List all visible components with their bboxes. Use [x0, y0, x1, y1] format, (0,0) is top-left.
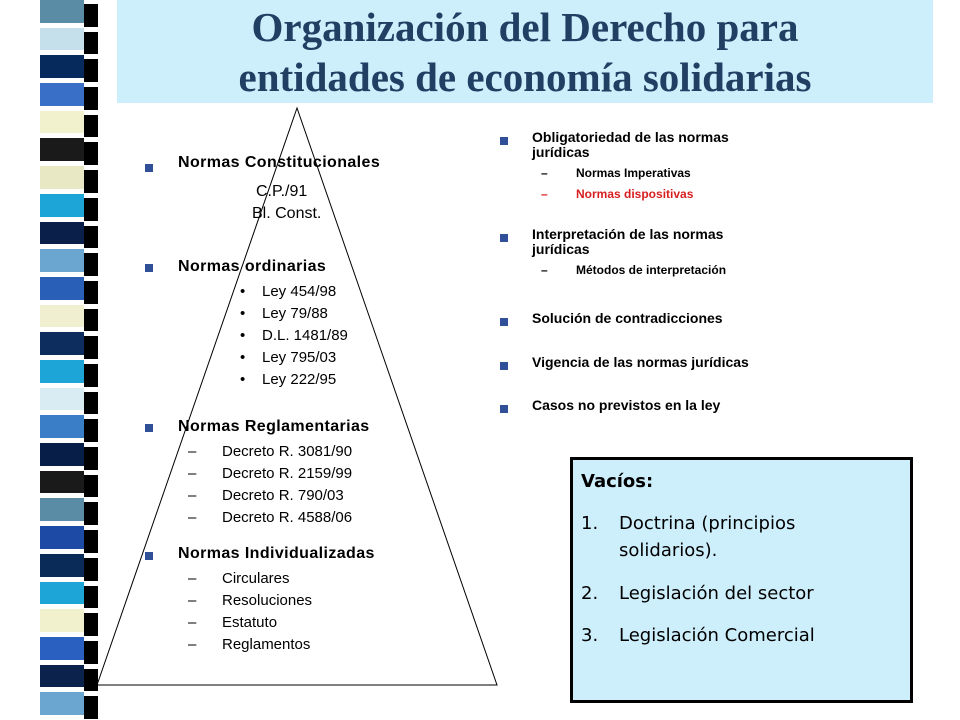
item-obligatoriedad-line-1: Obligatoriedad de las normas — [532, 129, 729, 145]
item-ley-795-03: Ley 795/03 — [262, 349, 337, 366]
item-casos-no-previstos: Casos no previstos en la ley — [532, 397, 721, 413]
item-circulares: Circulares — [222, 570, 290, 587]
vacios-num-2: 2. — [581, 583, 599, 604]
item-normas-imperativas: Normas Imperativas — [576, 166, 691, 180]
item-solucion-contradicciones: Solución de contradicciones — [532, 310, 723, 326]
title-line-1: Organización del Derecho para — [251, 4, 799, 50]
item-cp91: C.P./91 — [256, 183, 308, 200]
item-decreto-4588-06: Decreto R. 4588/06 — [222, 509, 353, 526]
item-bl-const: Bl. Const. — [252, 205, 322, 222]
heading-normas-constitucionales: Normas Constitucionales — [178, 154, 381, 171]
bullet-dot: • — [240, 327, 246, 344]
item-decreto-3081-90: Decreto R. 3081/90 — [222, 443, 353, 460]
bullet-square — [500, 318, 508, 326]
vacios-heading: Vacíos: — [581, 471, 654, 492]
vacios-item-1-line-2: solidarios). — [619, 540, 718, 561]
bullet-dot: • — [240, 371, 246, 388]
item-ley-79-88: Ley 79/88 — [262, 305, 328, 322]
bullet-square — [500, 137, 508, 145]
heading-normas-reglamentarias: Normas Reglamentarias — [178, 418, 370, 435]
bullet-square — [500, 405, 508, 413]
dash-marker: – — [188, 570, 197, 587]
item-resoluciones: Resoluciones — [222, 592, 313, 609]
bullet-dot: • — [240, 283, 246, 300]
vacios-item-1-line-1: Doctrina (principios — [619, 513, 796, 534]
dash-marker: – — [188, 509, 197, 526]
bullet-dot: • — [240, 349, 246, 366]
item-reglamentos: Reglamentos — [222, 636, 311, 653]
vacios-item-3: Legislación Comercial — [619, 625, 815, 646]
bullet-square — [145, 552, 153, 560]
dash-marker: – — [188, 487, 197, 504]
item-vigencia: Vigencia de las normas jurídicas — [532, 354, 749, 370]
dash-marker: – — [188, 614, 197, 631]
item-obligatoriedad-line-2: jurídicas — [532, 144, 590, 160]
bullet-square — [145, 424, 153, 432]
dash-marker: – — [188, 443, 197, 460]
dash-marker: – — [541, 263, 548, 277]
dash-marker: – — [541, 166, 548, 180]
dash-marker: – — [188, 592, 197, 609]
vacios-num-1: 1. — [581, 513, 599, 534]
item-metodos-interpretacion: Métodos de interpretación — [576, 263, 727, 277]
vacios-item-2: Legislación del sector — [619, 583, 814, 604]
item-ley-454-98: Ley 454/98 — [262, 283, 337, 300]
item-decreto-790-03: Decreto R. 790/03 — [222, 487, 344, 504]
bullet-square — [145, 164, 153, 172]
dash-marker: – — [188, 636, 197, 653]
item-dl-1481-89: D.L. 1481/89 — [262, 327, 348, 344]
bullet-dot: • — [240, 305, 246, 322]
item-estatuto: Estatuto — [222, 614, 278, 631]
bullet-square — [500, 362, 508, 370]
vacios-num-3: 3. — [581, 625, 599, 646]
vacios-box — [570, 457, 913, 703]
item-interpretacion-line-2: jurídicas — [532, 241, 590, 257]
dash-marker: – — [188, 465, 197, 482]
heading-normas-ordinarias: Normas ordinarias — [178, 258, 327, 275]
item-ley-222-95: Ley 222/95 — [262, 371, 337, 388]
bullet-square — [145, 264, 153, 272]
dash-marker: – — [541, 187, 548, 201]
item-decreto-2159-99: Decreto R. 2159/99 — [222, 465, 353, 482]
item-normas-dispositivas: Normas dispositivas — [576, 187, 694, 201]
heading-normas-individualizadas: Normas Individualizadas — [178, 545, 375, 562]
bullet-square — [500, 234, 508, 242]
title-line-2: entidades de economía solidarias — [238, 54, 812, 100]
item-interpretacion-line-1: Interpretación de las normas — [532, 226, 724, 242]
